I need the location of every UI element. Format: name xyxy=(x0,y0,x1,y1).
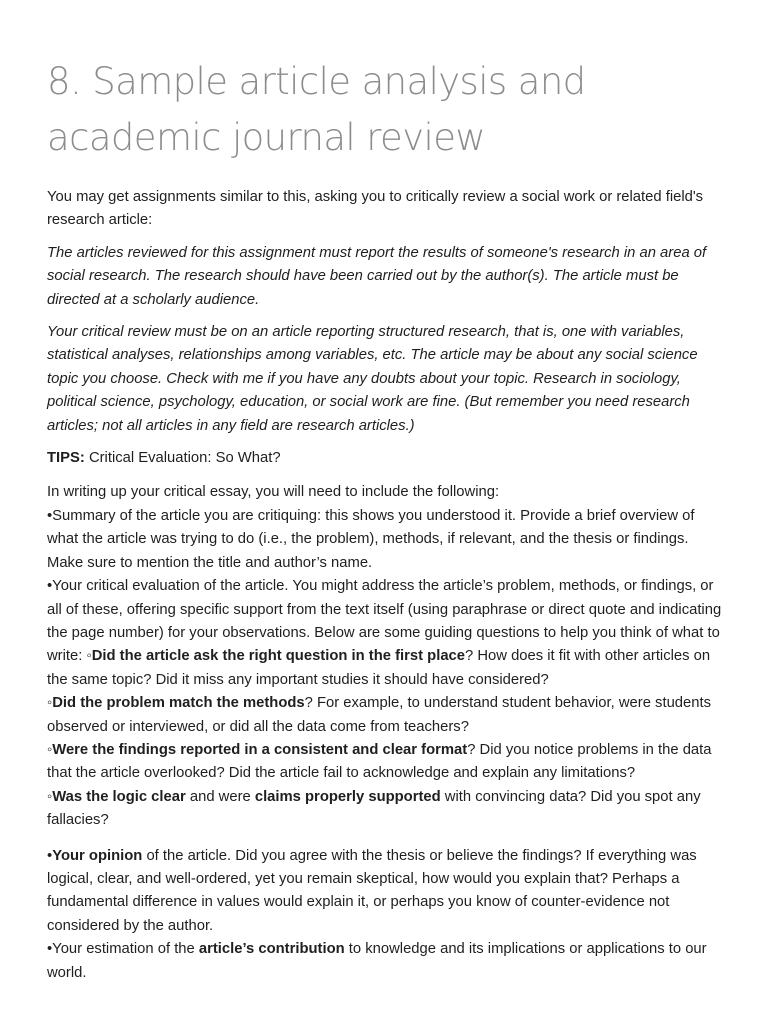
contribution-text: to knowledge and its implications or applications to our world. xyxy=(47,941,707,981)
question-2-text: ? For example, to understand student behavior, were students observed or interviewed, or did all the data come from teachers? xyxy=(47,695,711,735)
question-3-bullet: ◦ xyxy=(47,741,53,758)
tips-paragraph xyxy=(47,447,727,470)
question-4-bold-1: Was the logic clear xyxy=(52,788,186,805)
evaluation-intro: •Your critical evaluation of the article. You might address the article’s problem, methods, or findings, or all of these, offering specific support from the text itself (using paraphrase or direct quote and indicating the page number) for your observations. Below are some guiding questions to help you think of what to write: ◦ xyxy=(47,578,722,665)
question-2-bold: Did the problem match the methods xyxy=(52,695,305,712)
question-3-bold: Were the findings reported in a consistent and clear format xyxy=(52,741,468,758)
question-4 xyxy=(47,786,727,833)
question-1-text: ? How does it fit with other articles on the same topic? Did it miss any important studies it should have considered? xyxy=(47,648,711,688)
summary-item: •Summary of the article you are critiquing: this shows you understood it. Provide a brief overview of what the article was trying to do (i.e., the problem), methods, if relevant, and the thesis or findings. Make sure to mention the title and author’s name. xyxy=(47,507,695,571)
question-4-bold-2: claims properly supported xyxy=(254,788,441,805)
assignment-quote-1: The articles reviewed for this assignment must report the results of someone's research in an area of social research. The research should have been carried out by the author(s). The article must be directed at a scholarly audience. xyxy=(47,244,707,308)
intro-paragraph: You may get assignments similar to this, asking you to critically review a social work or related field's research article: xyxy=(47,189,704,229)
tips-label: TIPS: xyxy=(47,450,85,467)
opinion-block xyxy=(47,845,727,985)
evaluation-item xyxy=(47,575,727,692)
question-4-text: with convincing data? Did you spot any fallacies? xyxy=(47,788,701,829)
contribution-bold: article’s contribution xyxy=(198,941,345,958)
opinion-text: of the article. Did you agree with the thesis or believe the findings? If everything was logical, clear, and well-ordered, yet you remain skeptical, how would you explain that? Perhaps a fundamental difference in values would explain it, or perhaps you know of counter-evidence not considered by the author. xyxy=(47,847,697,934)
document-page xyxy=(47,54,727,994)
question-4-bullet: ◦ xyxy=(47,788,53,805)
contribution-item xyxy=(47,938,727,985)
opinion-bold: Your opinion xyxy=(52,847,143,864)
tips-text: Critical Evaluation: So What? xyxy=(84,450,281,467)
question-2 xyxy=(47,692,727,739)
contribution-intro: •Your estimation of the xyxy=(47,941,199,958)
question-3-text: ? Did you notice problems in the data that the article overlooked? Did the article fail to acknowledge and explain any limitations? xyxy=(47,741,712,782)
requirements-lead: In writing up your critical essay, you will need to include the following: xyxy=(47,484,500,501)
opinion-item xyxy=(47,845,727,939)
question-3 xyxy=(47,739,727,786)
question-1-bold: Did the article ask the right question in the first place xyxy=(91,648,466,665)
requirements-block xyxy=(47,481,727,832)
question-4-mid: and were xyxy=(185,788,255,805)
assignment-quote-2: Your critical review must be on an article reporting structured research, that is, one with variables, statistical analyses, relationships among variables, etc. The article may be about any social science topic you choose. Check with me if you have any doubts about your topic. Research in sociology, political science, psychology, education, or social work are fine. (But remember you need research articles; not all articles in any field are research articles.) xyxy=(47,324,698,434)
question-2-bullet: ◦ xyxy=(47,695,53,712)
opinion-bullet: • xyxy=(47,847,53,864)
page-title: 8. Sample article analysis and academic journal review xyxy=(47,60,586,159)
